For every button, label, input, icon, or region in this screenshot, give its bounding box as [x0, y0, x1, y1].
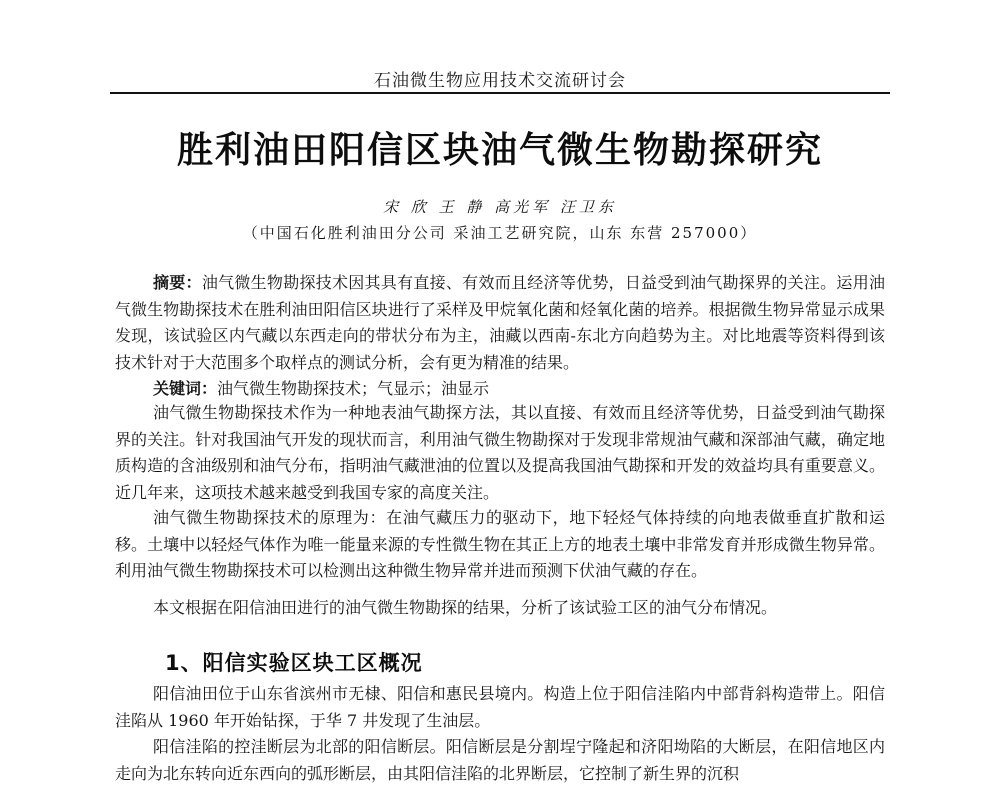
- intro-paragraph-1: 油气微生物勘探技术作为一种地表油气勘探方法，其以直接、有效而且经济等优势，日益受到油气勘探界的关注。针对我国油气开发的现状而言，利用油气微生物勘探对于发现非常规油气藏和深部油气藏，确定地质构造的含油级别和油气分布，指明油气藏泄油的位置以及提高我国油气勘探和开发的效益均具有重要意义。近几年来，这项技术越来越受到我国专家的高度关注。: [115, 403, 885, 502]
- keywords: [115, 376, 885, 403]
- affiliation: （中国石化胜利油田分公司 采油工艺研究院，山东 东营 257000）: [242, 224, 758, 242]
- paper-title: 胜利油田阳信区块油气微生物勘探研究: [176, 130, 823, 171]
- section-paragraph-1: 阳信油田位于山东省滨州市无棣、阳信和惠民县境内。构造上位于阳信洼陷内中部背斜构造带上。阳信洼陷从 1960 年开始钻探，于华 7 井发现了生油层。: [115, 684, 885, 730]
- authors: 宋 欣 王 静 高光军 汪卫东: [383, 198, 617, 216]
- intro-paragraph-2: 油气微生物勘探技术的原理为：在油气藏压力的驱动下，地下轻烃气体持续的向地表做垂直扩散和运移。土壤中以轻烃气体作为唯一能量来源的专性微生物在其正上方的地表土壤中非常发育并形成微生物异常。利用油气微生物勘探技术可以检测出这种微生物异常并进而预测下伏油气藏的存在。: [115, 508, 885, 580]
- keywords-text: 油气微生物勘探技术；气显示；油显示: [217, 379, 490, 398]
- intro-paragraph-3: 本文根据在阳信油田进行的油气微生物勘探的结果，分析了该试验工区的油气分布情况。: [153, 598, 778, 617]
- abstract: [115, 270, 885, 376]
- keywords-label: 关键词：: [153, 379, 218, 398]
- section-paragraph-2: 阳信洼陷的控洼断层为北部的阳信断层。阳信断层是分割埕宁隆起和济阳坳陷的大断层，在阳信地区内走向为北东转向近东西向的弧形断层，由其阳信洼陷的北界断层，它控制了新生界的沉积: [115, 737, 885, 783]
- abstract-label: 摘要：: [153, 273, 202, 292]
- running-header: 石油微生物应用技术交流研讨会: [374, 71, 626, 91]
- section-heading: 1、阳信实验区块工区概况: [165, 651, 423, 675]
- abstract-text: 油气微生物勘探技术因其具有直接、有效而且经济等优势，日益受到油气勘探界的关注。运用油气微生物勘探技术在胜利油田阳信区块进行了采样及甲烷氧化菌和烃氧化菌的培养。根据微生物异常显示成果发现，该试验区内气藏以东西走向的带状分布为主，油藏以西南-东北方向趋势为主。对比地震等资料得到该技术针对于大范围多个取样点的测试分析，会有更为精准的结果。: [115, 273, 885, 372]
- header-rule: [110, 92, 890, 94]
